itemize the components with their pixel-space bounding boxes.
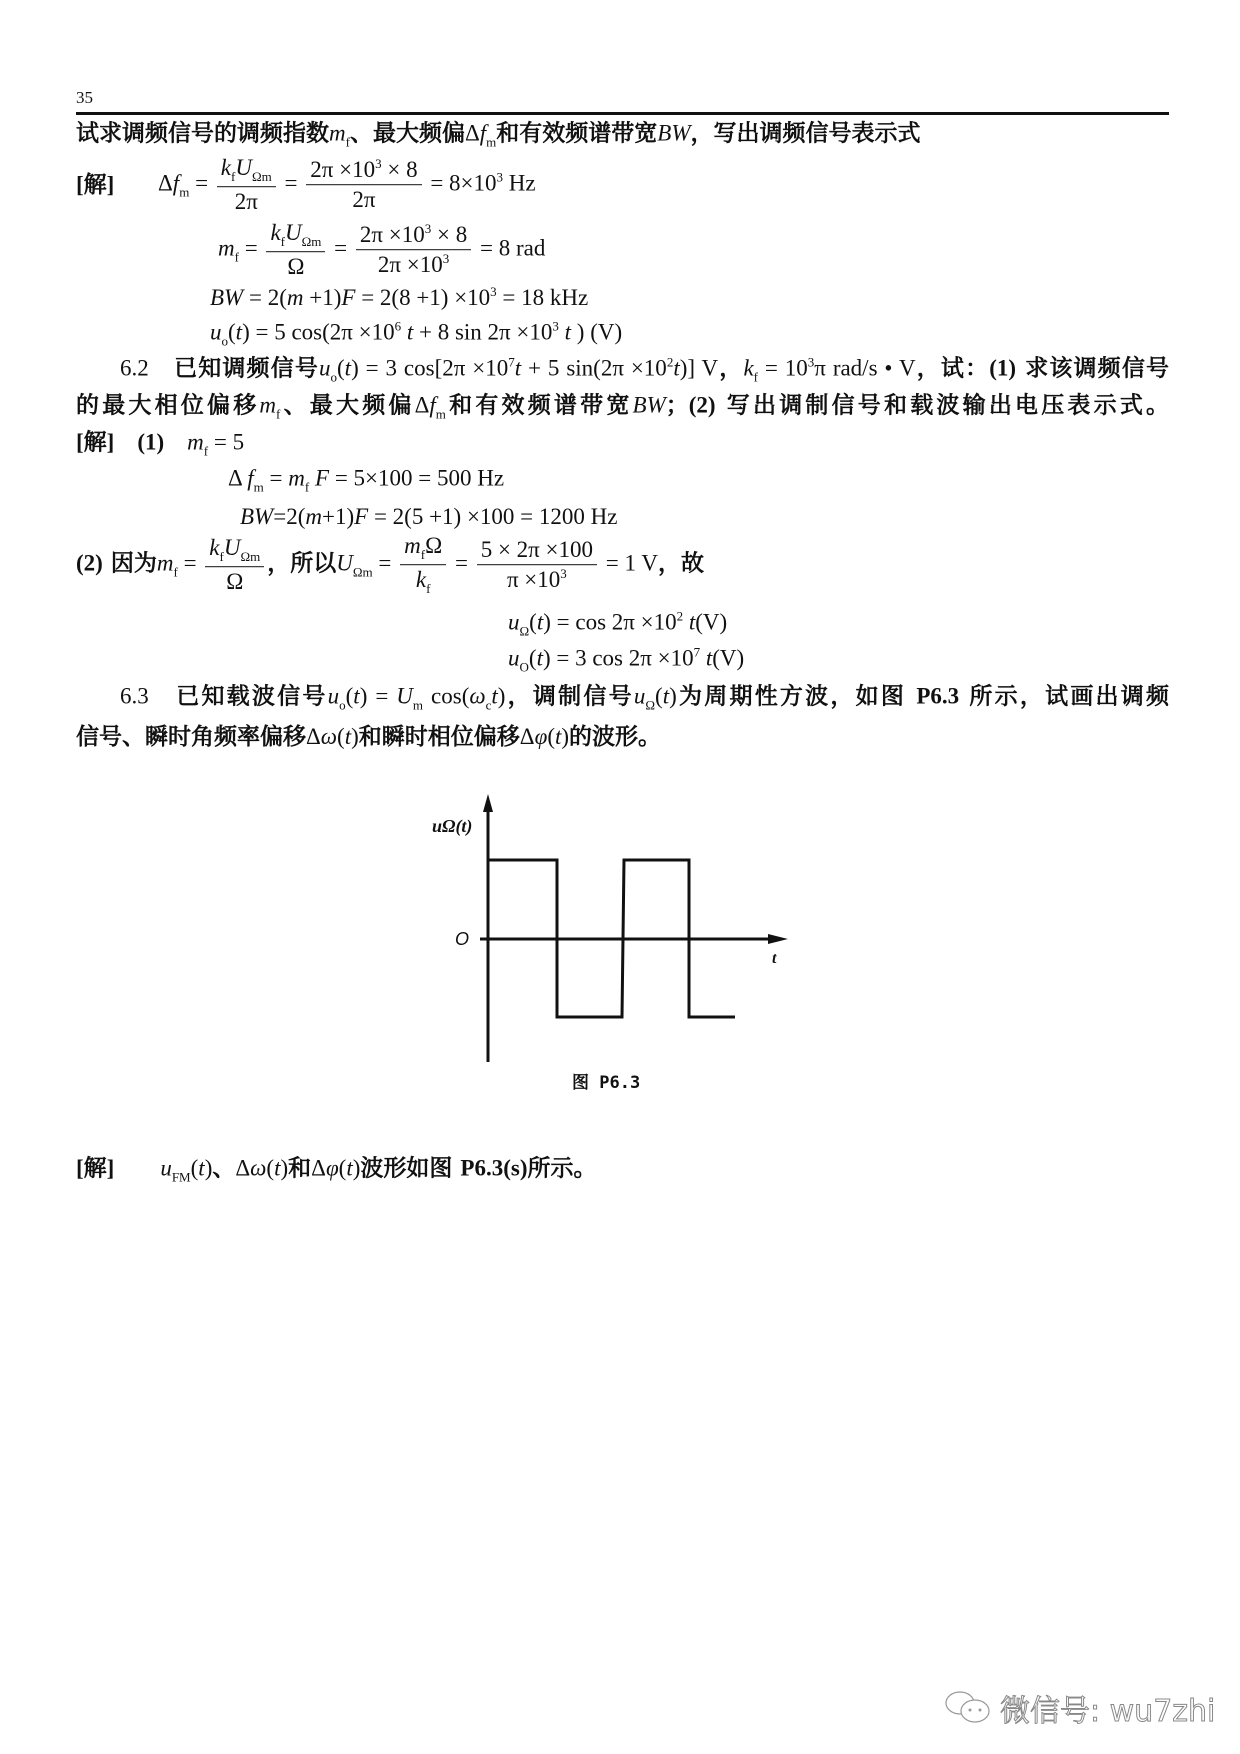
math-variable: BW — [657, 120, 691, 146]
cjk-text: ，调制信号 — [505, 682, 634, 710]
text-line — [76, 392, 1169, 423]
math-text: 2π ×10 — [310, 157, 376, 183]
superscript: 3 — [375, 156, 382, 172]
text-line — [120, 683, 1169, 714]
math-text: 5 × 2π ×100 — [480, 537, 594, 563]
math-text: = — [372, 550, 398, 576]
text-line — [158, 155, 536, 215]
denominator — [374, 251, 453, 278]
superscript: 7 — [693, 644, 701, 660]
subscript: Ω — [645, 697, 656, 713]
subscript: o — [330, 369, 337, 385]
math-variable: t — [514, 355, 522, 381]
math-text: = 8 rad — [474, 235, 546, 261]
math-text: = 2(5 +1) ×100 = 1200 Hz — [368, 504, 618, 530]
subscript: o — [221, 333, 228, 349]
bold-text: [解] — [76, 429, 115, 455]
math-variable: U — [235, 155, 252, 181]
math-text: ( — [338, 1155, 347, 1181]
cjk-text: 已知调频信号 — [148, 354, 319, 382]
math-variable: t — [198, 1155, 205, 1181]
math-text: Δ — [414, 392, 430, 418]
cjk-text: 试求调频信号的调频指数 — [76, 119, 329, 147]
origin-label: O — [455, 929, 470, 949]
subscript: o — [339, 697, 346, 713]
y-axis-arrow — [483, 794, 493, 812]
math-variable: F — [354, 504, 369, 530]
cjk-text: ， — [718, 354, 744, 382]
math-text: ( — [528, 645, 537, 671]
math-variable: k — [415, 567, 427, 593]
subscript: f — [420, 547, 426, 563]
math-variable: m — [187, 429, 204, 455]
math-variable: f — [479, 120, 487, 146]
cjk-text: 的最大相位偏移 — [76, 391, 260, 419]
math-text: ) (V) — [571, 319, 623, 345]
subscript: c — [485, 697, 492, 713]
math-variable: U — [223, 535, 241, 561]
math-text: +1) — [303, 285, 342, 311]
math-variable: F — [341, 285, 356, 311]
watermark-text: 微信号: wu7zhi — [1000, 1694, 1216, 1729]
math-text: π rad/s • V — [814, 355, 916, 381]
math-variable: m — [288, 465, 305, 491]
subscript: m — [179, 184, 190, 200]
subscript: f — [219, 549, 224, 565]
math-text: = 2( — [243, 285, 287, 311]
cjk-text: 波形如图 — [360, 1154, 461, 1182]
math-text: = 18 kHz — [496, 285, 589, 311]
subscript: f — [753, 369, 758, 385]
text-line — [76, 429, 244, 460]
math-variable: BW — [632, 392, 666, 418]
math-text: Δ — [306, 724, 321, 750]
math-text: = 5×100 = 500 Hz — [329, 465, 505, 491]
math-variable: u — [633, 683, 646, 709]
math-variable: t — [705, 645, 713, 671]
fraction — [205, 535, 264, 595]
denominator — [283, 253, 308, 280]
cjk-text: 和 — [288, 1154, 312, 1182]
subscript: m — [412, 697, 424, 713]
bold-text: P6.3(s) — [460, 1155, 528, 1181]
subscript: FM — [171, 1169, 191, 1185]
fraction — [477, 537, 597, 593]
math-text: 2π — [234, 189, 258, 215]
math-text: = 8×10 — [424, 170, 497, 196]
math-variable: t — [688, 609, 696, 635]
math-text: × 8 — [381, 157, 418, 183]
subscript: Ω — [519, 623, 530, 639]
math-variable: F — [315, 465, 330, 491]
math-variable: m — [404, 533, 421, 559]
math-variable: m — [218, 235, 235, 261]
wechat-icon — [944, 1689, 992, 1727]
denominator — [348, 186, 379, 213]
math-variable: t — [274, 1155, 281, 1181]
text-line — [218, 220, 545, 280]
math-text: ) — [280, 1155, 289, 1181]
math-text: π ×10 — [506, 567, 561, 593]
subscript: f — [276, 406, 281, 422]
math-variable: k — [209, 535, 220, 561]
cjk-text: 写出调制信号和载波输出电压表示式。 — [715, 391, 1170, 419]
watermark — [944, 1686, 1215, 1730]
cjk-text: 和有效频谱带宽 — [496, 119, 658, 147]
figure-square-wave — [420, 780, 820, 1070]
math-variable: t — [554, 724, 562, 750]
text-line — [76, 533, 704, 597]
math-text: ( — [547, 724, 555, 750]
math-text: )] V — [679, 355, 719, 381]
math-variable: f — [429, 392, 436, 418]
math-variable: t — [344, 355, 352, 381]
fraction — [306, 157, 421, 213]
math-text: = — [238, 235, 264, 261]
math-text: Ω — [287, 254, 305, 280]
math-variable: m — [259, 392, 277, 418]
cjk-text: ，试： — [915, 354, 990, 382]
cjk-text: 、最大频偏 — [280, 391, 415, 419]
subscript: m — [435, 406, 446, 422]
math-text: ( — [228, 319, 236, 345]
cjk-text: ，写出调频信号表示式 — [690, 119, 921, 147]
math-text: ) — [497, 683, 506, 709]
text-line — [508, 609, 727, 640]
subscript: m — [486, 134, 497, 150]
math-text: × 8 — [431, 222, 468, 248]
math-text: ( — [655, 683, 663, 709]
math-variable: k — [270, 220, 281, 246]
math-variable: u — [508, 645, 520, 671]
subscript: f — [426, 581, 431, 597]
numerator — [477, 537, 597, 565]
subscript: Ωm — [251, 169, 272, 185]
denominator — [503, 566, 571, 593]
text-line — [76, 171, 114, 199]
bold-text: (2) — [688, 392, 716, 418]
problem-number: 6.2 — [120, 355, 149, 381]
math-variable: U — [285, 220, 302, 246]
math-text: ( — [529, 609, 537, 635]
math-text: Δ — [464, 120, 480, 146]
math-variable: BW — [240, 504, 274, 530]
cjk-text: 已知载波信号 — [148, 682, 328, 710]
math-variable: k — [743, 355, 754, 381]
denominator — [231, 188, 262, 215]
superscript: 3 — [552, 318, 559, 334]
math-variable: f — [172, 170, 180, 196]
superscript: 3 — [424, 221, 432, 237]
bold-text: (2) — [76, 550, 103, 576]
problem-number: 6.3 — [120, 683, 149, 709]
superscript: 2 — [676, 608, 684, 624]
cjk-text: 所示，试画出调频 — [959, 682, 1170, 710]
cjk-text: 因为 — [102, 549, 157, 577]
math-text: Δ — [158, 170, 173, 196]
fraction — [356, 222, 471, 278]
bold-text: (1) — [114, 429, 188, 455]
numerator — [306, 157, 421, 185]
denominator — [412, 566, 435, 597]
superscript: 2 — [666, 354, 674, 370]
cjk-text: 求该调频信号 — [1016, 354, 1169, 382]
denominator — [222, 568, 247, 595]
math-text: + 5 sin(2π ×10 — [521, 355, 667, 381]
numerator — [400, 533, 446, 565]
y-axis-label: uΩ(t) — [432, 816, 473, 836]
math-text: ) — [351, 724, 359, 750]
cjk-text: 的波形。 — [569, 723, 662, 751]
math-text: Ω — [226, 569, 244, 595]
x-axis-arrow — [768, 934, 788, 944]
math-variable: u — [508, 609, 520, 635]
text-line — [76, 120, 921, 151]
math-text: ( — [190, 1155, 199, 1181]
cjk-text: 所示。 — [527, 1154, 597, 1182]
math-variable: t — [564, 319, 572, 345]
math-text: 2π — [352, 187, 376, 213]
math-text: (V) — [695, 609, 728, 635]
subscript: f — [231, 169, 236, 185]
fraction — [266, 220, 325, 280]
math-variable: t — [406, 319, 414, 345]
math-text: ( — [345, 683, 354, 709]
superscript: 6 — [394, 318, 402, 334]
math-text: ( — [337, 355, 345, 381]
math-variable: φ — [325, 1155, 339, 1181]
superscript: 3 — [490, 284, 497, 300]
cjk-text: 和瞬时相位偏移 — [358, 723, 520, 751]
math-text: = 5 — [208, 429, 245, 455]
text-line — [76, 723, 661, 751]
math-text: =2( — [273, 504, 306, 530]
header-rule — [76, 112, 1169, 115]
bold-text: P6.3 — [916, 683, 960, 709]
math-text: = — [177, 550, 203, 576]
x-axis-label: t — [772, 950, 777, 967]
fraction — [400, 533, 446, 597]
math-text: = — [328, 235, 353, 261]
math-variable: t — [235, 319, 243, 345]
math-text: Δ — [519, 724, 535, 750]
cjk-text: 、 — [212, 1154, 236, 1182]
cjk-text: 信号、瞬时角频率偏移 — [76, 723, 306, 751]
math-text: = — [278, 170, 304, 196]
math-text: = 1 V — [600, 550, 658, 576]
text-line — [210, 284, 588, 312]
math-variable: u — [327, 683, 340, 709]
superscript: 3 — [560, 566, 567, 582]
cjk-text: 、最大频偏 — [349, 119, 465, 147]
math-text: 2π ×10 — [377, 252, 443, 278]
subscript: f — [203, 443, 209, 459]
subscript: f — [234, 249, 239, 265]
math-variable: ω — [250, 1155, 267, 1181]
math-text — [114, 1156, 160, 1181]
subscript: f — [345, 134, 350, 150]
math-text: ) = 3 cos[2π ×10 — [351, 355, 509, 381]
math-variable: m — [286, 285, 304, 311]
math-variable: t — [346, 1155, 353, 1181]
math-variable: t — [662, 683, 670, 709]
math-text: cos( — [423, 683, 470, 709]
cjk-text: ，故 — [657, 549, 704, 577]
subscript: Ωm — [352, 564, 373, 580]
math-variable: u — [210, 319, 222, 345]
math-text: = — [263, 465, 289, 491]
math-text: ) — [561, 724, 570, 750]
math-text: Δ — [228, 465, 248, 491]
numerator — [217, 155, 276, 187]
fraction — [217, 155, 276, 215]
subscript: f — [173, 564, 178, 580]
math-text: Hz — [503, 170, 536, 196]
math-text: ) — [669, 683, 677, 709]
bold-text: [解] — [76, 1155, 115, 1181]
text-line — [76, 1155, 597, 1186]
math-variable: u — [319, 355, 331, 381]
text-line — [210, 319, 622, 350]
math-text: = 10 — [758, 355, 808, 381]
math-variable: t — [673, 355, 680, 381]
math-text: 2π ×10 — [359, 222, 425, 248]
page-number: 35 — [76, 88, 93, 107]
math-variable: t — [536, 609, 544, 635]
subscript: f — [304, 479, 310, 495]
superscript: 3 — [496, 169, 504, 185]
superscript: 3 — [807, 354, 815, 370]
math-variable: U — [396, 683, 413, 709]
math-variable: m — [305, 504, 322, 530]
cjk-text: ； — [665, 391, 689, 419]
math-variable: f — [247, 465, 254, 491]
math-text: ) = — [359, 683, 397, 709]
math-variable: m — [329, 120, 346, 146]
subscript: f — [280, 234, 286, 250]
text-line — [228, 465, 504, 496]
text-line — [240, 503, 617, 531]
subscript: Ωm — [240, 549, 261, 565]
math-text: Δ — [235, 1155, 251, 1181]
math-text: + 8 sin 2π ×10 — [413, 319, 553, 345]
subscript: m — [253, 479, 264, 495]
subscript: Ωm — [301, 234, 322, 250]
math-text: ) = 3 cos 2π ×10 — [542, 645, 694, 671]
math-text: ) — [204, 1155, 213, 1181]
bold-text: (1) — [989, 355, 1017, 381]
superscript: 3 — [442, 251, 450, 267]
math-text: = — [189, 170, 214, 196]
math-text: ) — [352, 1155, 361, 1181]
math-text: = — [449, 550, 474, 576]
text-line — [120, 355, 1169, 386]
superscript: 7 — [508, 354, 515, 370]
math-text: = 2(8 +1) ×10 — [355, 285, 491, 311]
math-text: Ω — [425, 533, 443, 559]
math-text: ) = 5 cos(2π ×10 — [242, 319, 395, 345]
cjk-text: 和有效频谱带宽 — [445, 391, 633, 419]
math-text: Δ — [311, 1155, 326, 1181]
numerator — [205, 535, 264, 567]
math-variable: ω — [469, 683, 486, 709]
math-variable: t — [491, 683, 498, 709]
math-text: (V) — [712, 645, 745, 671]
math-variable: m — [156, 550, 174, 576]
math-text: ( — [266, 1155, 275, 1181]
math-text: ( — [337, 724, 345, 750]
math-variable: t — [353, 683, 360, 709]
figure-caption: 图 P6.3 — [572, 1073, 641, 1093]
math-text: +1) — [321, 504, 355, 530]
math-text: ) = cos 2π ×10 — [543, 609, 677, 635]
math-variable: BW — [210, 285, 244, 311]
math-variable: t — [344, 724, 352, 750]
numerator — [266, 220, 325, 252]
cjk-text: 为周期性方波，如图 — [676, 682, 917, 710]
math-variable: k — [220, 155, 232, 181]
numerator — [356, 222, 471, 250]
math-variable: u — [160, 1155, 172, 1181]
cjk-text: ，所以 — [267, 549, 337, 577]
math-variable: ω — [320, 724, 338, 750]
bold-text: [解] — [76, 172, 115, 198]
math-variable: φ — [534, 724, 548, 750]
math-variable: t — [536, 645, 543, 671]
text-line — [508, 645, 744, 676]
subscript: O — [519, 659, 529, 675]
math-variable: U — [336, 550, 353, 576]
